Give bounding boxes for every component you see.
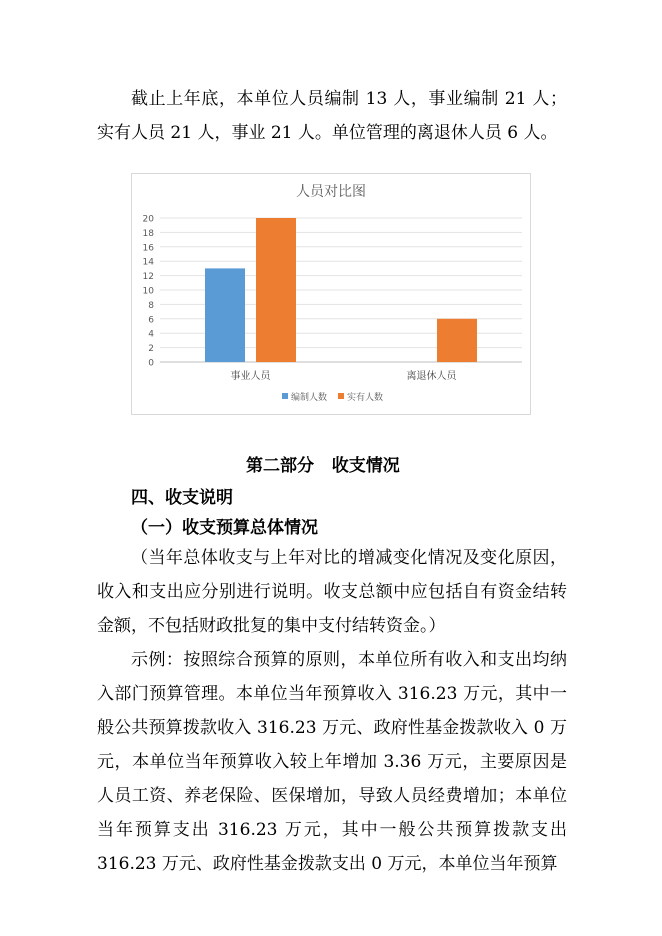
- y-tick-label: 18: [142, 228, 154, 239]
- y-tick-label: 4: [148, 329, 154, 340]
- example-paragraph: 示例：按照综合预算的原则，本单位所有收入和支出均纳入部门预算管理。本单位当年预算收入 316.23 万元，其中一般公共预算拨款收入 316.23 万元、政府性基金拨款收入 0 万元，本单位当年预算收入较上年增加 3.36 万元，主要原因是人员工资、养老保险、医保增加，导致人员经费增加；本单位当年预算支出 316.23 万元，其中一般公共预算拨款支出 316.23 万元、政府性基金拨款支出 0 万元，本单位当年预算: [97, 650, 567, 874]
- staff-comparison-chart: [131, 173, 531, 415]
- legend-swatch: [282, 393, 288, 399]
- x-category-label: 离退休人员: [406, 371, 457, 382]
- legend-label: 编制人数: [291, 393, 328, 403]
- part-heading: 第二部分 收支情况: [246, 456, 400, 476]
- subsection-heading: （一）收支预算总体情况: [131, 518, 318, 538]
- y-tick-label: 14: [142, 257, 154, 268]
- y-tick-label: 20: [142, 214, 154, 225]
- y-tick-label: 16: [142, 243, 154, 254]
- bar: [256, 218, 296, 362]
- bar: [205, 268, 245, 362]
- y-tick-label: 10: [142, 286, 154, 297]
- section-heading: 四、收支说明: [131, 488, 233, 508]
- y-tick-label: 8: [148, 300, 154, 311]
- y-tick-label: 0: [148, 358, 154, 369]
- x-category-label: 事业人员: [230, 371, 271, 382]
- chart-title: 人员对比图: [296, 184, 366, 200]
- y-tick-label: 6: [148, 315, 154, 326]
- bar: [437, 319, 477, 362]
- intro-paragraph: 截止上年底，本单位人员编制 13 人，事业编制 21 人；实有人员 21 人，事业 21 人。单位管理的离退休人员 6 人。: [97, 89, 567, 143]
- y-tick-label: 12: [142, 272, 154, 283]
- y-tick-label: 2: [148, 344, 154, 355]
- chart-canvas: [132, 174, 530, 414]
- note-paragraph: （当年总体收支与上年对比的增减变化情况及变化原因，收入和支出应分别进行说明。收支总额中应包括自有资金结转金额，不包括财政批复的集中支付结转资金。）: [97, 548, 567, 636]
- legend-label: 实有人数: [347, 393, 384, 403]
- legend-swatch: [338, 393, 344, 399]
